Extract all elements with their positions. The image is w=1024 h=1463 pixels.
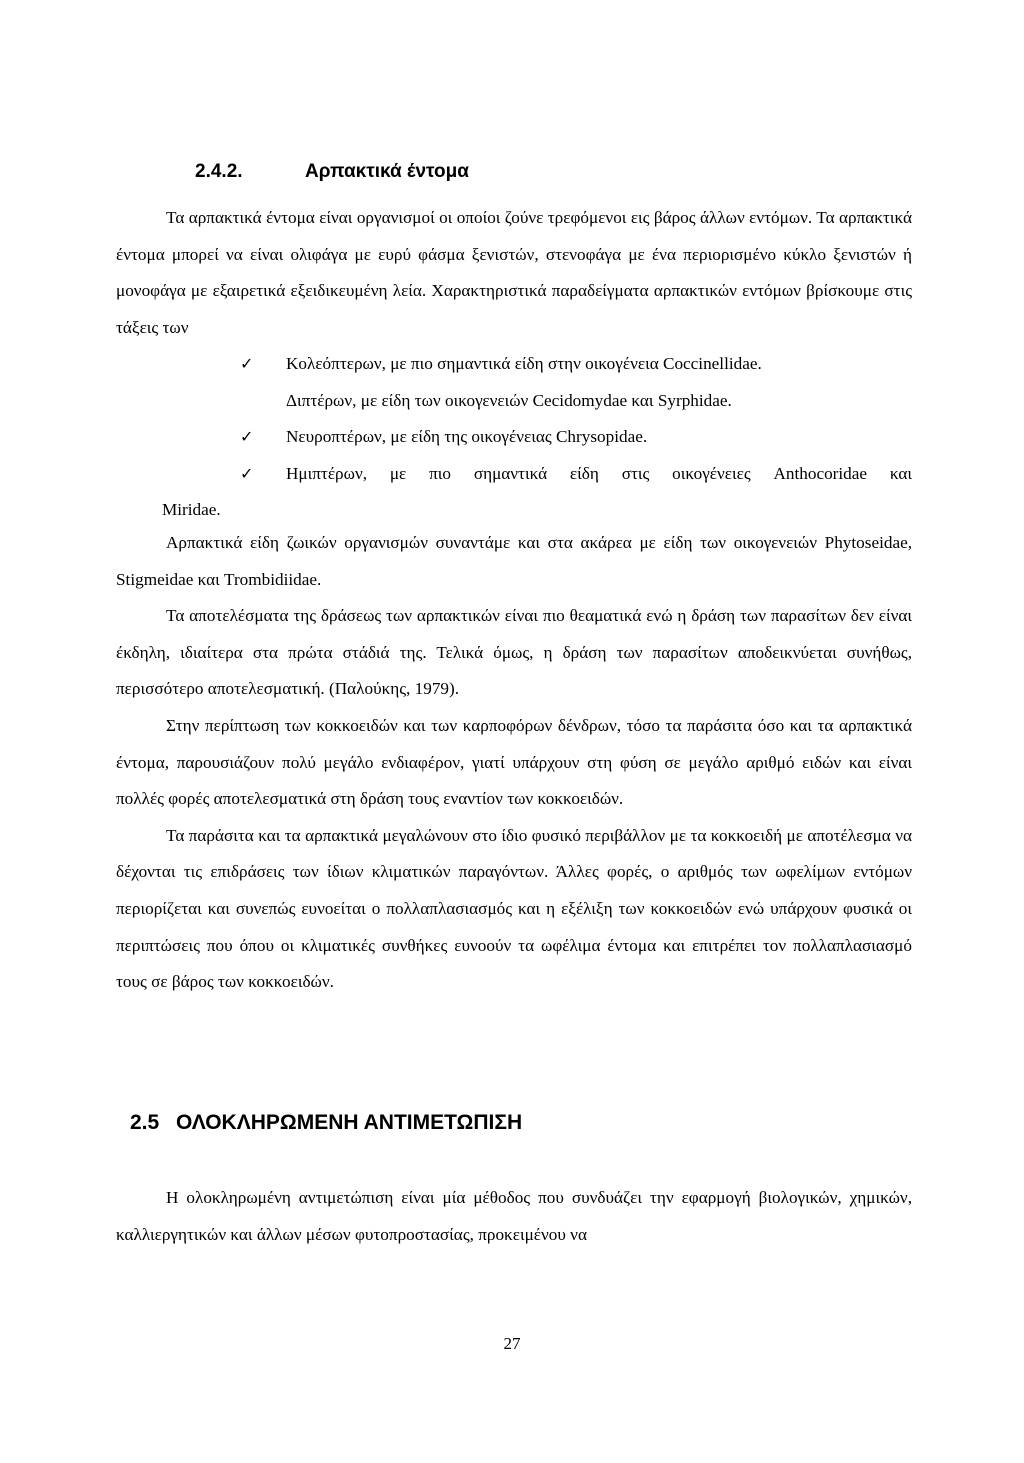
checkmark-icon: ✓ — [240, 354, 254, 373]
list-item-text: Νευροπτέρων, με είδη της οικογένειας Chrysopidae. — [286, 427, 648, 447]
paragraph: Η ολοκληρωμένη αντιμετώπιση είναι μία μέθοδος που συνδυάζει την εφαρμογή βιολογικών, χημικών, καλλιεργητικών και άλλων μέσων φυτοπροστασίας, προκειμένου να — [116, 1188, 912, 1244]
section-number: 2.5 — [130, 1111, 160, 1134]
list-item — [116, 346, 912, 383]
list-item — [116, 419, 912, 456]
list-item-continuation — [116, 492, 912, 529]
paragraph: Στην περίπτωση των κοκκοειδών και των καρποφόρων δένδρων, τόσο τα παράσιτα όσο και τα αρπακτικά έντομα, παρουσιάζουν πολύ μεγάλο ενδιαφέρον, γιατί υπάρχουν στη φύση σε μεγάλο αριθμό ειδών και είναι πολλές φορές αποτελεσματικά στη δράση τους εναντίον των κοκκοειδών. — [116, 715, 912, 809]
page-number: 27 — [503, 1334, 521, 1353]
order-list — [116, 346, 912, 529]
list-item-tail: Miridae. — [162, 500, 221, 520]
list-item-text: Διπτέρων, με είδη των οικογενειών Cecidomydae και Syrphidae. — [286, 390, 732, 410]
paragraph: Αρπακτικά είδη ζωικών οργανισμών συναντάμε και στα ακάρεα με είδη των οικογενειών Phytoseidae, Stigmeidae και Trombidiidae. — [116, 533, 912, 589]
section-number: 2.4.2. — [195, 161, 243, 182]
checkmark-icon: ✓ — [240, 463, 254, 483]
section-heading-2-4-2 — [195, 161, 469, 183]
paragraph: Τα παράσιτα και τα αρπακτικά μεγαλώνουν στο ίδιο φυσικό περιβάλλον με τα κοκκοειδή με αποτέλεσμα να δέχονται τις επιδράσεις των ίδιων κλιματικών παραγόντων. Άλλες φορές, ο αριθμός των ωφελίμων εντόμων περιορίζεται και συνεπώς ευνοείται ο πολλαπλασιασμός και η εξέλιξη των κοκκοειδών ενώ υπάρχουν φυσικά οι περιπτώσεις που όπου οι κλιματικές συνθήκες ευνοούν τα ωφέλιμα έντομα και επιτρέπει τον πολλαπλασιασμό τους σε βάρος των κοκκοειδών. — [116, 825, 912, 992]
checkmark-icon: ✓ — [240, 427, 254, 447]
paragraph: Τα αποτελέσματα της δράσεως των αρπακτικών είναι πιο θεαματικά ενώ η δράση των παρασίτων δεν είναι έκδηλη, ιδιαίτερα στα πρώτα στάδιά της. Τελικά όμως, η δράση των παρασίτων αποδεικνύεται συνήθως, περισσότερο αποτελεσματική. (Παλούκης, 1979). — [116, 606, 912, 699]
list-item-text: Κολεόπτερων, με πιο σημαντικά είδη στην οικογένεια Coccinellidae. — [286, 354, 762, 373]
body-text — [116, 525, 912, 1001]
list-item — [116, 383, 912, 420]
intro-paragraph: Τα αρπακτικά έντομα είναι οργανισμοί οι οποίοι ζούνε τρεφόμενοι εις βάρος άλλων εντόμων. Τα αρπακτικά έντομα μπορεί να είναι ολιφάγα με ευρύ φάσμα ξενιστών, στενοφάγα με ένα περιορισμένο κύκλο ξενιστών ή μονοφάγα με εξαιρετικά εξειδικευμένη λεία. Χαρακτηριστικά παραδείγματα αρπακτικών εντόμων βρίσκουμε στις τάξεις των — [116, 208, 912, 337]
section-title: Αρπακτικά έντομα — [305, 161, 469, 182]
section-heading-2-5 — [130, 1111, 522, 1135]
list-item-text: Ημιπτέρων, με πιο σημαντικά είδη στις οικογένειες Anthocoridae και — [286, 463, 912, 483]
section-title: ΟΛΟΚΛΗΡΩΜΕΝΗ ΑΝΤΙΜΕΤΩΠΙΣΗ — [176, 1111, 523, 1134]
list-item — [116, 456, 912, 493]
